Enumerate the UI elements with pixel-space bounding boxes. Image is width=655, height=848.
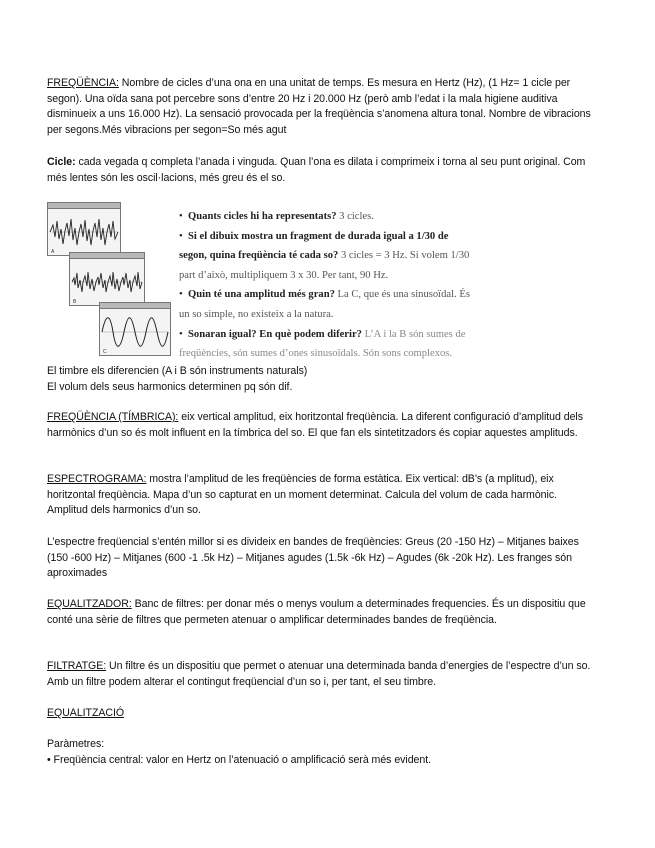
paragraph-parametres [47,737,592,768]
waveform-b-graph [70,259,144,305]
paragraph-espectre [47,535,592,582]
timbre-line-1: El timbre els diferencien (A i B són instruments naturals) [47,365,308,377]
figure-question-4: • Sonaran igual? En què podem diferir? L’A i la B són sumes de freqüències, són sumes d’ones sinusoïdals. Són sons complexos. [179,328,466,360]
paragraph-filtratge [47,659,592,690]
waveform-window-a [47,202,121,256]
figure-questions [179,207,479,364]
term-timbrica: FREQÜÈNCIA (TÍMBRICA): [47,411,179,423]
term-equalitzacio: EQUALITZACIÓ [47,707,125,719]
timbre-line-2: El volum dels seus harmonics determinen pq són dif. [47,380,293,393]
term-espectrograma: ESPECTROGRAMA: [47,473,147,485]
waveform-c-graph [100,309,170,355]
text-cicle: cada vegada q completa l’anada i vinguda. Quan l’ona es dilata i comprimeix i torna al seu punt original. Com més lentes són les oscil·lacions, més greu és el so. [47,156,586,184]
text-espectrograma: mostra l’amplitud de les freqüències de forma estàtica. Eix vertical: dB’s (a mplitud), eix horitzontal freqüència. Mapa d’un so capturat en un moment determinat. Calcula del volum de cada harmònic. Amplitud dels harmonics d’un so. [47,473,557,516]
figure-question-1: • Quants cicles hi ha representats? 3 cicles. [179,211,374,222]
waveform-b-label: B [73,299,77,305]
figure-question-3: • Quin té una amplitud més gran? La C, que és una sinusoïdal. És un so simple, no existeix a la natura. [179,289,470,320]
term-equalitzador: EQUALITZADOR: [47,598,132,610]
waveform-window-b [69,252,145,306]
waveform-a-graph [48,209,120,255]
paragraph-timbre [47,364,592,395]
term-cicle: Cicle: [47,156,76,168]
text-timbrica: eix vertical amplitud, eix horitzontal freqüència. La diferent configuració d’amplitud dels harmònics d’un so és molt influent en la tímbrica del so. El que fan els sintetitzadors és copiar aquestes amplituds. [47,411,583,439]
paragraph-frequencia [47,76,592,138]
text-espectre: L’espectre freqüencial s’entén millor si es divideix en bandes de freqüències: Greus (20 -150 Hz) – Mitjanes baixes (150 -600 Hz) – Mitjanes (600 -1 .5k Hz) – Mitjanes agudes (1.5k -6k Hz) – Agudes (6k -20k Hz). Les franges són aproximades [47,536,579,579]
text-equalitzador: Banc de filtres: per donar més o menys voulum a determinades frequencies. És un dispositiu que conté una sèrie de filtres que permeten atenuar o amplificar determinades bandes de freqüència. [47,598,586,626]
paragraph-cicle [47,155,592,186]
parametres-label: Paràmetres: [47,738,105,750]
waveform-window-c [99,302,171,356]
paragraph-equalitzador [47,597,592,628]
parametres-bullet-1: • Freqüència central: valor en Hertz on l’atenuació o amplificació serà més evident. [47,753,432,766]
paragraph-espectrograma [47,472,592,519]
waveform-figure [47,202,169,354]
waveform-a-label: A [51,249,55,255]
figure-question-2: • Si el dibuix mostra un fragment de durada igual a 1/30 de segon, quina freqüència té cada so? 3 cicles = 3 Hz. Si volem 1/30 part d’això, multipliquem 3 x 30. Per tant, 90 Hz. [179,230,470,281]
term-filtratge: FILTRATGE: [47,660,107,672]
term-frequencia: FREQÜÈNCIA: [47,77,119,89]
heading-equalitzacio [47,706,592,722]
text-frequencia: Nombre de cicles d’una ona en una unitat de temps. Es mesura en Hertz (Hz), (1 Hz= 1 cicle per segon). Una oïda sana pot percebre sons d’entre 20 Hz i 20.000 Hz (però amb l’edat i la mala higiene auditiva disminueix a uns 16.000 Hz). La sensació provocada per la freqüència s’anomena altura tonal. Nombre de vibracions per segons.Més vibracions per segon=So més agut [47,77,591,136]
text-filtratge: Un filtre és un dispositiu que permet o atenuar una determinada banda d’energies de l’espectre d’un so. Amb un filtre podem alterar el contingut freqüencial d’un so i, per tant, el seu timbre. [47,660,591,688]
paragraph-timbrica [47,410,592,441]
waveform-c-label: C [103,349,107,355]
